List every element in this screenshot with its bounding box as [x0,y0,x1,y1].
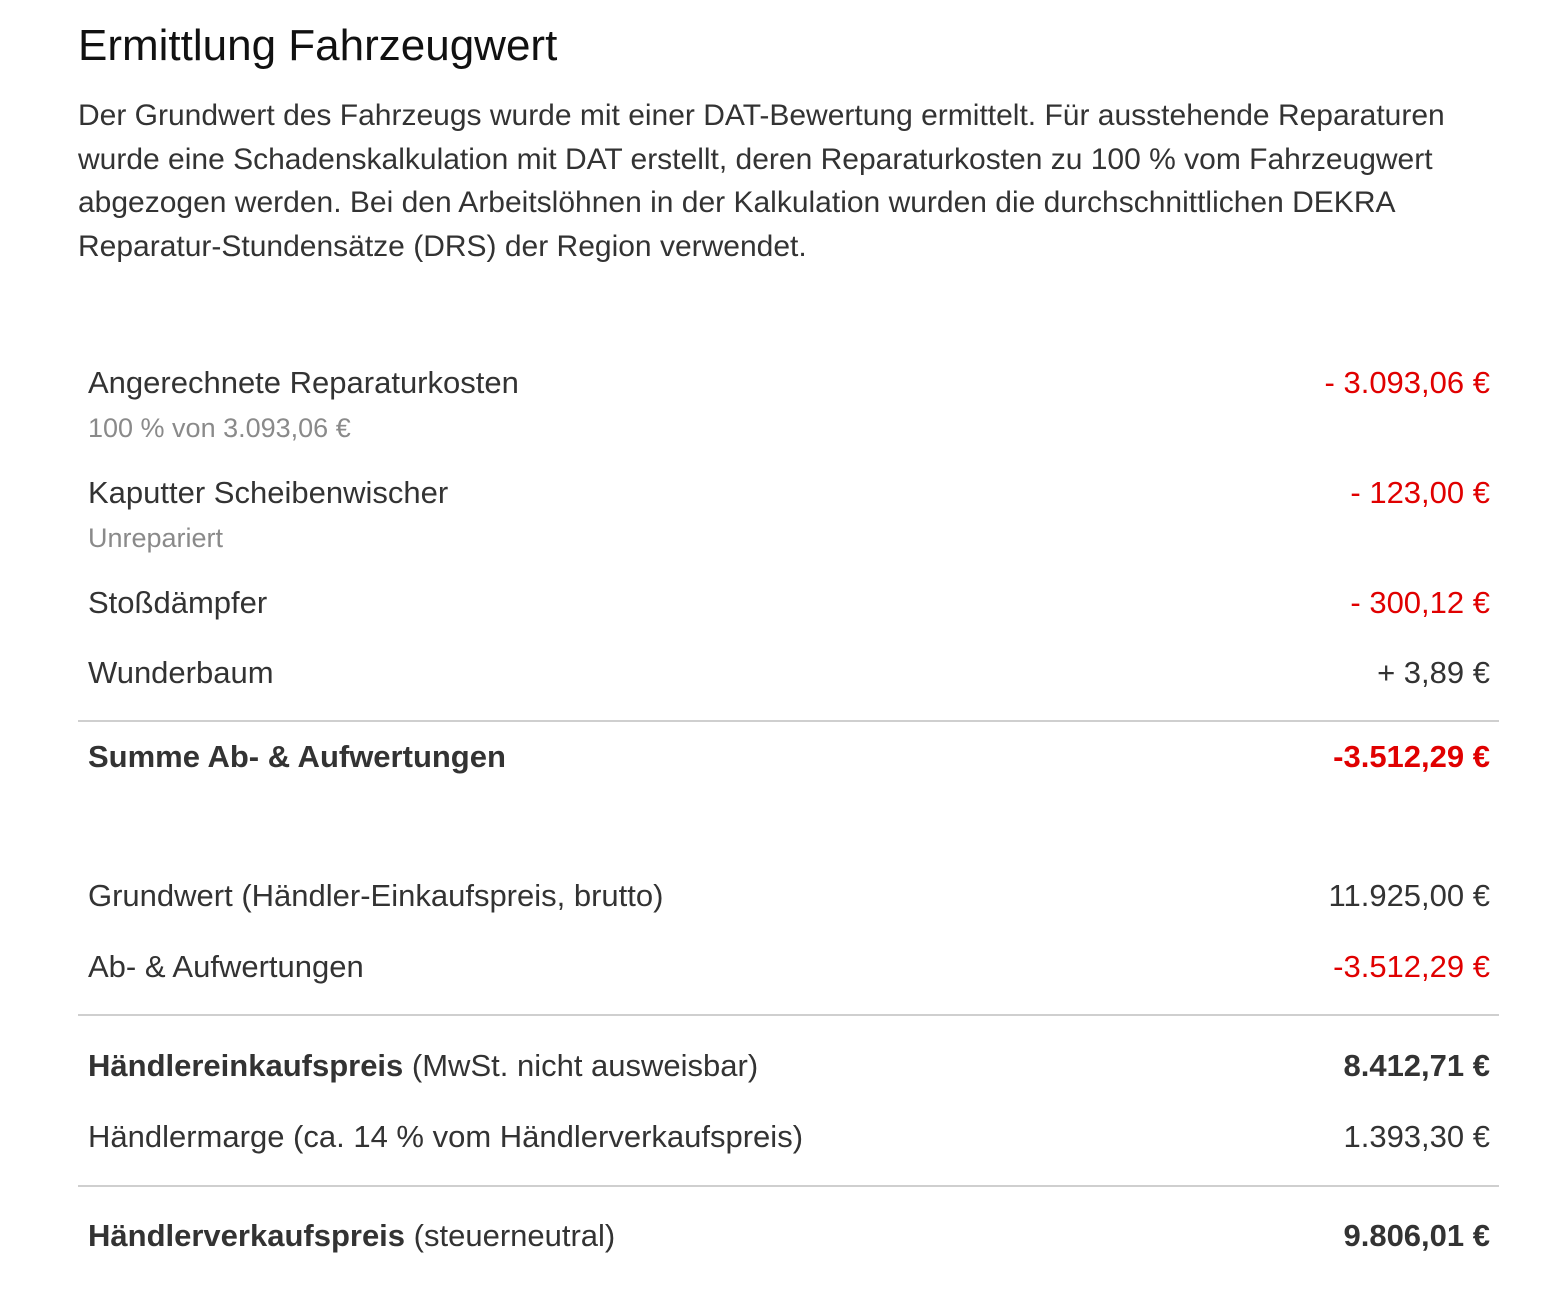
divider [78,1014,1499,1016]
dealer-purchase-price-label [88,1044,758,1088]
adjustment-value: - 300,12 € [1350,585,1490,620]
page-title: Ermittlung Fahrzeugwert [78,21,558,70]
dealer-margin-label: Händlermarge (ca. 14 % vom Händlerverkaufspreis) [88,1119,804,1154]
dealer-sale-price-note: (steuerneutral) [405,1218,616,1253]
adjustment-total-label: Summe Ab- & Aufwertungen [88,739,506,774]
adjustment-value: - 3.093,06 € [1324,365,1490,400]
dealer-sale-price-title: Händlerverkaufspreis [88,1218,406,1253]
adjustment-total-row [88,735,1490,779]
adjustment-label: Angerechnete Reparaturkosten [88,365,519,400]
adjustment-sublabel: 100 % von 3.093,06 € [88,413,351,443]
adjustment-row-air-freshener [88,651,1490,695]
dealer-sale-price-amount: 9.806,01 € [1343,1218,1490,1253]
divider [78,720,1499,722]
dealer-sale-price-row [88,1214,1490,1258]
adjustments-label: Ab- & Aufwertungen [88,949,364,984]
base-value-row [88,874,1490,918]
adjustment-sublabel: Unrepariert [88,523,224,553]
adjustments-amount: -3.512,29 € [1333,949,1490,984]
adjustment-row-wiper [88,471,1490,553]
intro-text: Der Grundwert des Fahrzeugs wurde mit einer DAT-Bewertung ermittelt. Für ausstehende Reparaturen wurde eine Schadenskalkulation mit DAT erstellt, deren Reparaturkosten zu 100 % vom Fahrzeugwert abgezogen werden. Bei den Arbeitslöhnen in der Kalkulation wurden die durchschnittlichen DEKRA Reparatur-Stundensätze (DRS) der Region verwendet. [78,99,1445,263]
adjustment-row-repair-costs [88,361,1490,443]
dealer-purchase-price-row [88,1044,1490,1088]
dealer-purchase-price-note: (MwSt. nicht ausweisbar) [403,1048,759,1083]
divider [78,1185,1499,1187]
dealer-purchase-price-title: Händlereinkaufspreis [88,1048,404,1083]
adjustment-label: Wunderbaum [88,655,274,690]
dealer-sale-price-label [88,1214,615,1258]
adjustment-value: + 3,89 € [1377,655,1490,690]
adjustment-value: - 123,00 € [1350,475,1490,510]
adjustments-row [88,945,1490,989]
base-value-amount: 11.925,00 € [1328,878,1490,913]
adjustment-row-shock-absorber [88,581,1490,625]
base-value-label: Grundwert (Händler-Einkaufspreis, brutto) [88,878,664,913]
dealer-purchase-price-amount: 8.412,71 € [1343,1048,1490,1083]
adjustment-label: Stoßdämpfer [88,585,268,620]
dealer-margin-amount: 1.393,30 € [1343,1119,1490,1154]
adjustment-label: Kaputter Scheibenwischer [88,475,449,510]
adjustment-total-value: -3.512,29 € [1333,739,1490,774]
dealer-margin-row [88,1115,1490,1159]
